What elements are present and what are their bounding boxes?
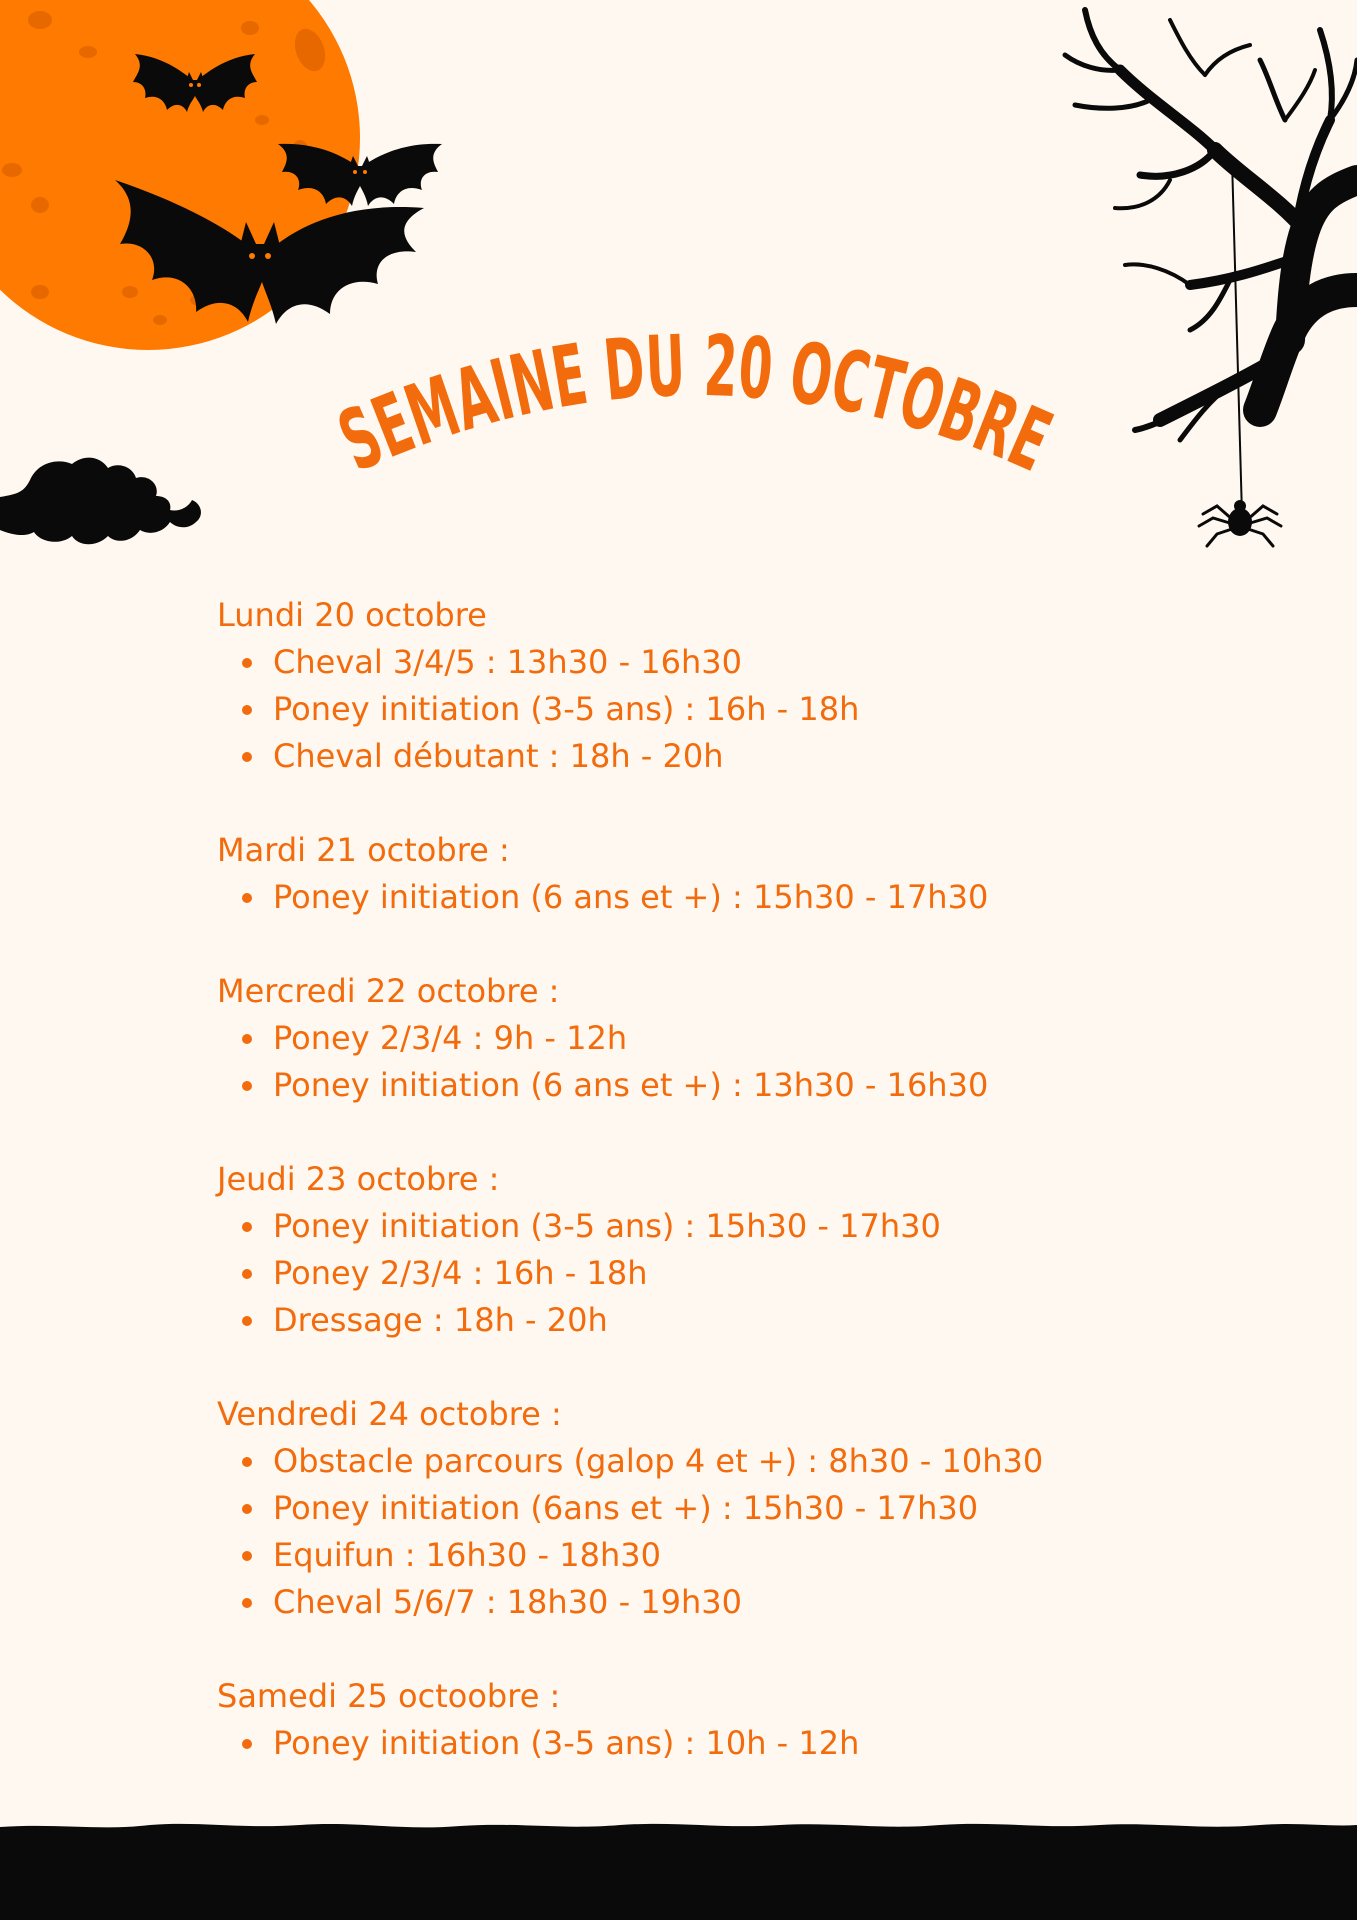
session-item: Poney initiation (6ans et +) : 15h30 - 17h30 bbox=[217, 1485, 1177, 1532]
title-svg bbox=[320, 315, 1088, 510]
day-title: Jeudi 23 octobre : bbox=[217, 1160, 500, 1198]
session-list bbox=[217, 639, 1177, 780]
session-list bbox=[217, 1438, 1177, 1626]
session-item: Poney initiation (6 ans et +) : 13h30 - 16h30 bbox=[217, 1062, 1177, 1109]
day-block bbox=[217, 968, 1177, 1109]
day-title: Samedi 25 octoobre : bbox=[217, 1677, 561, 1715]
session-list bbox=[217, 1720, 1177, 1767]
spider-icon bbox=[1195, 492, 1285, 552]
session-item: Obstacle parcours (galop 4 et +) : 8h30 - 10h30 bbox=[217, 1438, 1177, 1485]
bat-icon bbox=[125, 52, 265, 134]
day-title: Vendredi 24 octobre : bbox=[217, 1395, 562, 1433]
session-item: Dressage : 18h - 20h bbox=[217, 1297, 1177, 1344]
page-title bbox=[325, 315, 1088, 501]
day-block bbox=[217, 1391, 1177, 1626]
session-item: Poney initiation (3-5 ans) : 16h - 18h bbox=[217, 686, 1177, 733]
day-block bbox=[217, 1156, 1177, 1344]
session-list bbox=[217, 874, 1177, 921]
session-list bbox=[217, 1015, 1177, 1109]
ground-silhouette bbox=[0, 1815, 1357, 1920]
day-title: Lundi 20 octobre bbox=[217, 596, 487, 634]
schedule bbox=[217, 592, 1177, 1814]
session-item: Poney 2/3/4 : 9h - 12h bbox=[217, 1015, 1177, 1062]
session-item: Cheval débutant : 18h - 20h bbox=[217, 733, 1177, 780]
session-item: Poney initiation (3-5 ans) : 15h30 - 17h30 bbox=[217, 1203, 1177, 1250]
session-item: Poney initiation (6 ans et +) : 15h30 - 17h30 bbox=[217, 874, 1177, 921]
day-block bbox=[217, 1673, 1177, 1767]
day-title: Mardi 21 octobre : bbox=[217, 831, 510, 869]
day-block bbox=[217, 592, 1177, 780]
session-item: Poney 2/3/4 : 16h - 18h bbox=[217, 1250, 1177, 1297]
session-list bbox=[217, 1203, 1177, 1344]
day-title: Mercredi 22 octobre : bbox=[217, 972, 560, 1010]
session-item: Poney initiation (3-5 ans) : 10h - 12h bbox=[217, 1720, 1177, 1767]
day-block bbox=[217, 827, 1177, 921]
session-item: Cheval 3/4/5 : 13h30 - 16h30 bbox=[217, 639, 1177, 686]
cloud-icon bbox=[0, 452, 205, 562]
dead-tree-icon bbox=[1030, 0, 1357, 550]
session-item: Cheval 5/6/7 : 18h30 - 19h30 bbox=[217, 1579, 1177, 1626]
session-item: Equifun : 16h30 - 18h30 bbox=[217, 1532, 1177, 1579]
page-title-path: SEMAINE DU 20 OCTOBRE bbox=[325, 315, 1088, 501]
title-container bbox=[320, 315, 1088, 510]
